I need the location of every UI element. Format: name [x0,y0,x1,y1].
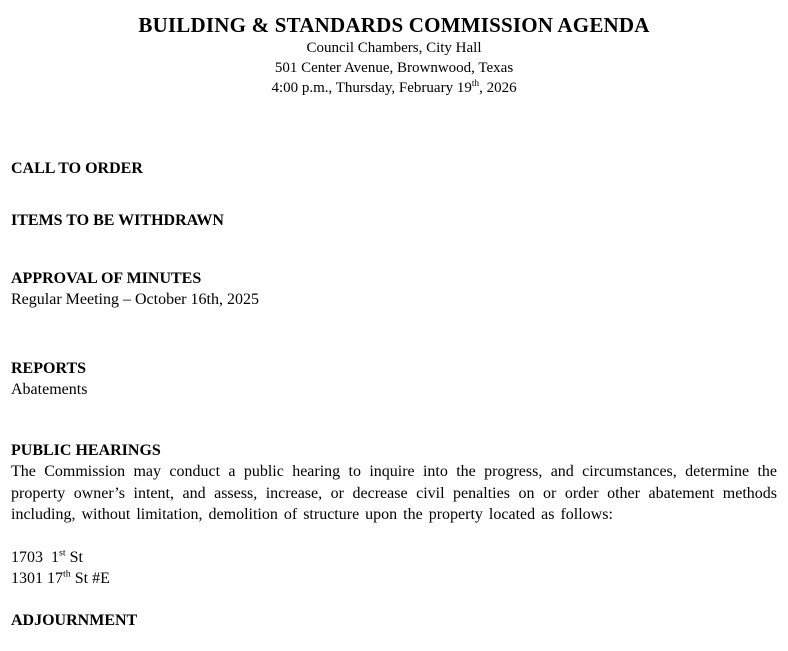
reports-detail: Abatements [11,381,88,398]
address-ordinal: th [63,568,71,580]
address-text: 1301 17 [11,569,63,587]
section-heading-public-hearings: PUBLIC HEARINGS [11,442,161,459]
address-ordinal: st [59,547,66,559]
meeting-datetime-ordinal: th [471,79,480,89]
agenda-title: BUILDING & STANDARDS COMMISSION AGENDA [138,13,650,37]
document-header [11,12,777,98]
address-street: St #E [70,569,110,587]
section-heading-call-to-order: CALL TO ORDER [11,160,143,177]
address-street: St [65,548,83,566]
hearing-address-list [11,547,777,589]
section-heading-approval-of-minutes: APPROVAL OF MINUTES [11,270,202,287]
public-hearings-paragraph: The Commission may conduct a public hearing to inquire into the progress, and circumstances, determine the property owner’s intent, and assess, increase, or decrease civil penalties on or order other abatement methods including, without limitation, demolition of structure upon the property located as follows: [11,463,777,523]
meeting-datetime-year: , 2026 [479,80,517,96]
meeting-address: 501 Center Avenue, Brownwood, Texas [274,60,514,76]
hearing-address-line [11,568,777,589]
section-heading-items-to-be-withdrawn: ITEMS TO BE WITHDRAWN [11,212,224,229]
hearing-address-line [11,547,777,568]
meeting-datetime [11,78,777,98]
approval-of-minutes-detail: Regular Meeting – October 16th, 2025 [11,291,259,308]
section-heading-reports: REPORTS [11,360,87,377]
meeting-venue: Council Chambers, City Hall [306,40,482,56]
address-text: 1703 1 [11,548,59,566]
meeting-datetime-text: 4:00 p.m., Thursday, February 19 [271,80,472,96]
section-heading-adjournment: ADJOURNMENT [11,611,138,629]
